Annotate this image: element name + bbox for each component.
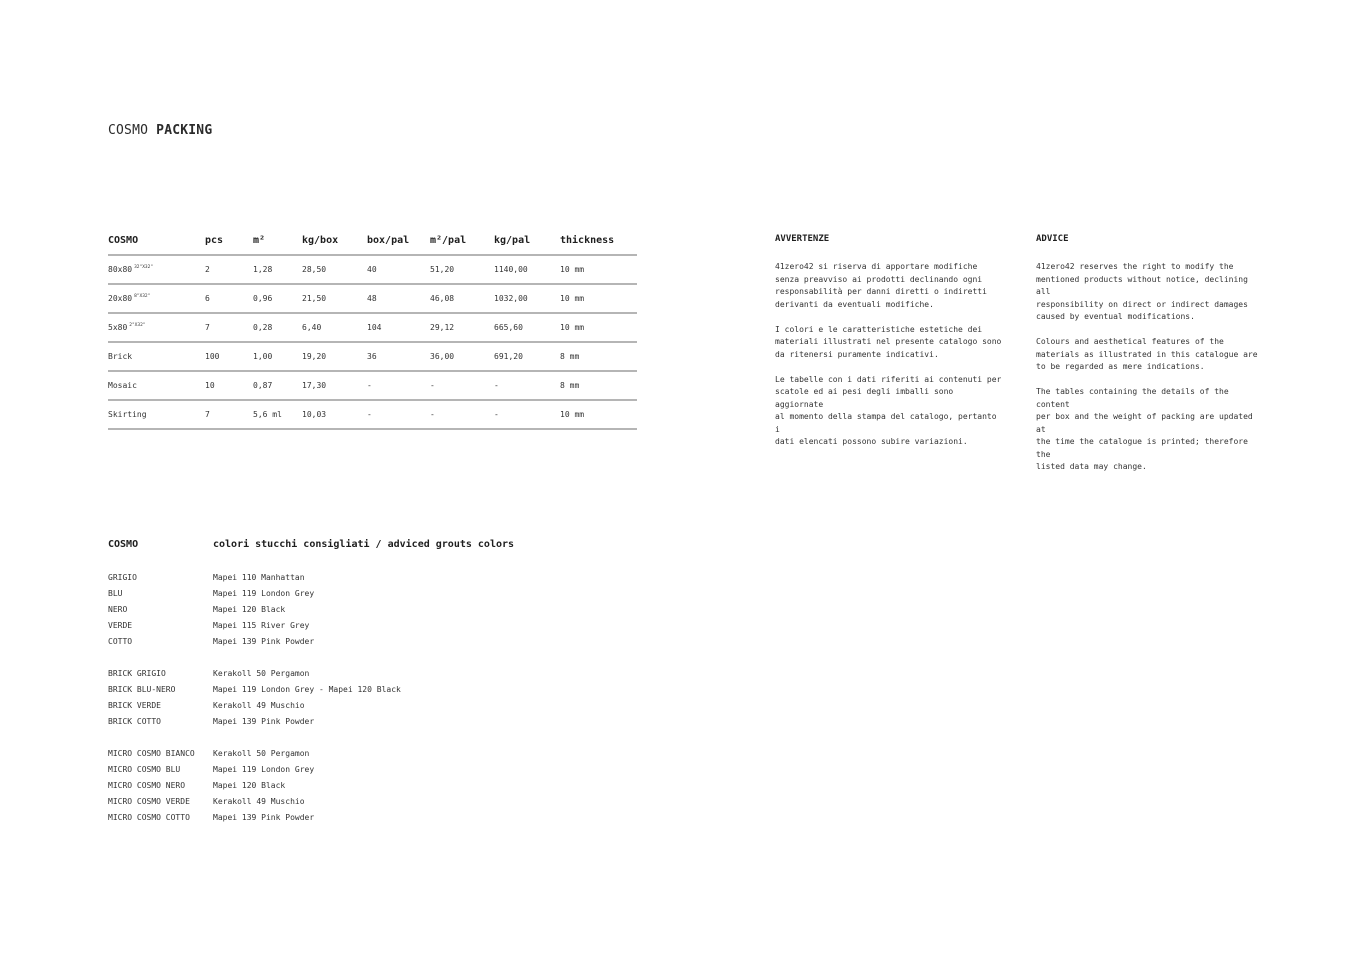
grout-product: Mapei 110 Manhattan xyxy=(213,573,305,582)
grout-color-name: BRICK GRIGIO xyxy=(108,669,166,678)
grout-product: Kerakoll 50 Pergamon xyxy=(213,749,310,758)
cell-kg-box: 17,30 xyxy=(302,371,367,400)
grout-color-name: MICRO COSMO BLU xyxy=(108,765,181,774)
packing-table-header xyxy=(108,226,637,255)
cell-kg-box: 21,50 xyxy=(302,284,367,313)
notice-italian-heading: AVVERTENZE xyxy=(775,234,830,244)
notice-paragraph: I colori e le caratteristiche estetiche dei materiali illustrati nel presente catalogo sono da ritenersi puramente indicativi. xyxy=(775,324,1002,359)
grout-product: Mapei 119 London Grey xyxy=(213,589,315,598)
cell-kg-pal: - xyxy=(494,400,560,429)
list-item xyxy=(108,570,314,586)
cell-pcs: 100 xyxy=(205,342,253,371)
cell-box-pal: - xyxy=(367,371,430,400)
col-header-kg-box: kg/box xyxy=(302,226,367,255)
cell-thickness: 10 mm xyxy=(560,400,637,429)
grout-color-name: BRICK COTTO xyxy=(108,717,161,726)
cell-m2: 1,28 xyxy=(253,255,302,284)
cell-kg-box: 28,50 xyxy=(302,255,367,284)
cell-format: 20x80 $^{8"X32"}$ xyxy=(108,284,205,313)
cell-m2-pal: 36,00 xyxy=(430,342,494,371)
cell-format: Mosaic xyxy=(108,371,205,400)
cell-kg-pal: 1140,00 xyxy=(494,255,560,284)
cell-format-inches: 2"X32" xyxy=(129,323,146,328)
cell-m2-pal: 29,12 xyxy=(430,313,494,342)
list-item xyxy=(108,666,401,682)
cell-thickness: 8 mm xyxy=(560,342,637,371)
cell-thickness: 10 mm xyxy=(560,313,637,342)
cell-kg-box: 19,20 xyxy=(302,342,367,371)
grout-product: Mapei 119 London Grey xyxy=(213,765,315,774)
grout-product: Kerakoll 49 Muschio xyxy=(213,701,305,710)
page-title-bold: PACKING xyxy=(156,123,213,138)
list-item xyxy=(108,794,314,810)
table-row xyxy=(108,284,637,313)
cell-box-pal: 40 xyxy=(367,255,430,284)
cell-kg-pal: 665,60 xyxy=(494,313,560,342)
grout-product: Mapei 139 Pink Powder xyxy=(213,717,315,726)
grout-product: Kerakoll 49 Muschio xyxy=(213,797,305,806)
cell-box-pal: 36 xyxy=(367,342,430,371)
cell-m2-pal: 46,08 xyxy=(430,284,494,313)
cell-m2-pal: 51,20 xyxy=(430,255,494,284)
cell-kg-box: 10,03 xyxy=(302,400,367,429)
cell-pcs: 7 xyxy=(205,313,253,342)
col-header-box-pal: box/pal xyxy=(367,226,430,255)
notice-paragraph: Le tabelle con i dati riferiti ai contenuti per scatole ed ai pesi degli imballi sono aggiornate al momento della stampa del catalogo, pertanto i dati elencati possono subire variazioni. xyxy=(775,374,1002,446)
col-header-m2: m² xyxy=(253,226,302,255)
grout-group-micro-cosmo xyxy=(108,746,314,826)
grout-heading-series: COSMO xyxy=(108,539,139,550)
col-header-m2-pal: m²/pal xyxy=(430,226,494,255)
cell-box-pal: 48 xyxy=(367,284,430,313)
grout-product: Kerakoll 50 Pergamon xyxy=(213,669,310,678)
cell-kg-box: 6,40 xyxy=(302,313,367,342)
list-item xyxy=(108,618,314,634)
cell-m2: 0,96 xyxy=(253,284,302,313)
cell-kg-pal: - xyxy=(494,371,560,400)
cell-m2: 0,28 xyxy=(253,313,302,342)
grout-heading-title: colori stucchi consigliati / adviced grouts colors xyxy=(213,539,515,550)
list-item xyxy=(108,810,314,826)
cell-box-pal: - xyxy=(367,400,430,429)
list-item xyxy=(108,762,314,778)
cell-m2: 5,6 ml xyxy=(253,400,302,429)
cell-format-inches: 32"X32" xyxy=(134,265,154,270)
cell-format-inches: 8"X32" xyxy=(134,294,151,299)
table-row xyxy=(108,400,637,429)
notice-english xyxy=(1036,234,1264,486)
cell-format: Skirting xyxy=(108,400,205,429)
cell-m2: 0,87 xyxy=(253,371,302,400)
cell-pcs: 6 xyxy=(205,284,253,313)
cell-m2-pal: - xyxy=(430,400,494,429)
grout-product: Mapei 139 Pink Powder xyxy=(213,637,315,646)
grout-product: Mapei 119 London Grey - Mapei 120 Black xyxy=(213,685,401,694)
cell-pcs: 2 xyxy=(205,255,253,284)
grout-color-name: VERDE xyxy=(108,621,133,630)
page-title xyxy=(108,123,212,138)
table-row xyxy=(108,255,637,284)
packing-table xyxy=(108,226,637,430)
col-header-kg-pal: kg/pal xyxy=(494,226,560,255)
cell-pcs: 10 xyxy=(205,371,253,400)
list-item xyxy=(108,682,401,698)
cell-pcs: 7 xyxy=(205,400,253,429)
col-header-cosmo: COSMO xyxy=(108,226,205,255)
notice-paragraph: 41zero42 reserves the right to modify the mentioned products without notice, declining all responsibility on direct or indirect damages caused by eventual modifications. xyxy=(1036,262,1248,321)
notice-paragraph: Colours and aesthetical features of the materials as illustrated in this catalogue are to be regarded as mere indications. xyxy=(1036,337,1258,371)
cell-box-pal: 104 xyxy=(367,313,430,342)
list-item xyxy=(108,698,401,714)
grout-group-cosmo xyxy=(108,570,314,650)
grout-color-name: MICRO COSMO COTTO xyxy=(108,813,190,822)
notice-paragraph: The tables containing the details of the content per box and the weight of packing are updated at the time the catalogue is printed; therefore the listed data may change. xyxy=(1036,387,1253,471)
col-header-pcs: pcs xyxy=(205,226,253,255)
table-row xyxy=(108,313,637,342)
table-row xyxy=(108,371,637,400)
cell-thickness: 10 mm xyxy=(560,255,637,284)
grout-color-name: BRICK VERDE xyxy=(108,701,161,710)
grout-color-name: BRICK BLU-NERO xyxy=(108,685,176,694)
notice-english-heading: ADVICE xyxy=(1036,234,1069,244)
cell-kg-pal: 1032,00 xyxy=(494,284,560,313)
grout-color-name: MICRO COSMO BIANCO xyxy=(108,749,195,758)
list-item xyxy=(108,778,314,794)
cell-thickness: 8 mm xyxy=(560,371,637,400)
cell-m2-pal: - xyxy=(430,371,494,400)
list-item xyxy=(108,746,314,762)
list-item xyxy=(108,586,314,602)
cell-format: 80x80 $^{32"X32"}$ xyxy=(108,255,205,284)
grout-color-name: COTTO xyxy=(108,637,133,646)
grout-color-name: MICRO COSMO VERDE xyxy=(108,797,190,806)
cell-format: Brick xyxy=(108,342,205,371)
grout-color-name: GRIGIO xyxy=(108,573,137,582)
grout-color-name: NERO xyxy=(108,605,128,614)
col-header-thickness: thickness xyxy=(560,226,637,255)
page-title-light: COSMO xyxy=(108,123,149,138)
grout-group-brick xyxy=(108,666,401,730)
cell-thickness: 10 mm xyxy=(560,284,637,313)
list-item xyxy=(108,714,401,730)
grout-color-name: BLU xyxy=(108,589,123,598)
list-item xyxy=(108,634,314,650)
grout-color-name: MICRO COSMO NERO xyxy=(108,781,186,790)
grout-product: Mapei 120 Black xyxy=(213,605,286,614)
cell-m2: 1,00 xyxy=(253,342,302,371)
list-item xyxy=(108,602,314,618)
table-row xyxy=(108,342,637,371)
grout-product: Mapei 139 Pink Powder xyxy=(213,813,315,822)
notice-paragraph: 41zero42 si riserva di apportare modifiche senza preavviso ai prodotti declinando ogni responsabilità per danni diretti o indiretti derivanti da eventuali modifiche. xyxy=(775,262,987,309)
cell-kg-pal: 691,20 xyxy=(494,342,560,371)
grout-product: Mapei 120 Black xyxy=(213,781,286,790)
grout-product: Mapei 115 River Grey xyxy=(213,621,310,630)
cell-format: 5x80 $^{2"X32"}$ xyxy=(108,313,205,342)
notice-italian xyxy=(775,234,1003,461)
